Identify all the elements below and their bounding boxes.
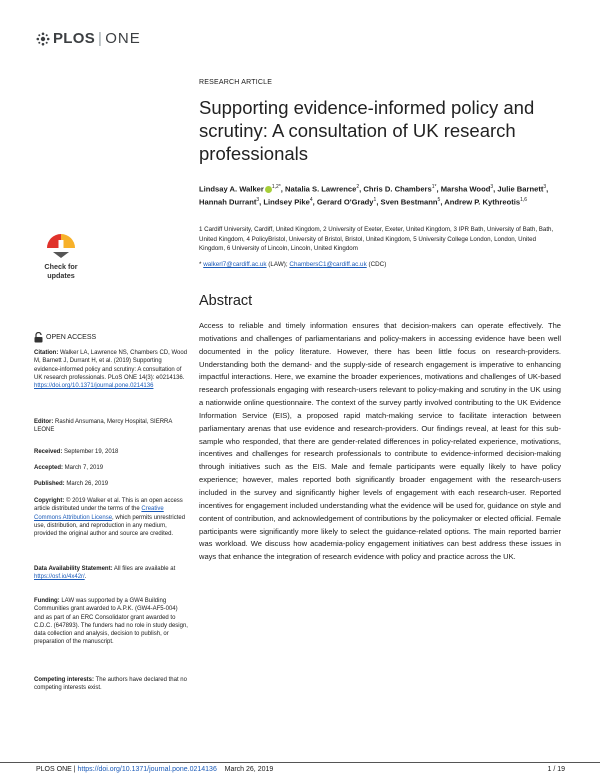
sidebar-competing-interests	[34, 676, 189, 693]
sidebar-data-availability	[34, 565, 189, 582]
copyright-label: Copyright:	[34, 498, 65, 504]
author: Marsha Wood	[440, 184, 491, 194]
sidebar-citation	[34, 349, 189, 390]
check-updates-line2: updates	[47, 271, 75, 280]
corresponding-mark: *	[434, 184, 437, 190]
author: Chris D. Chambers	[363, 184, 432, 194]
footer-doi-link[interactable]: https://doi.org/10.1371/journal.pone.0214136	[77, 766, 217, 773]
copyright-text-1: © 2019 Walker et al. This is an open access article distributed under the terms of the	[34, 498, 183, 513]
author-affil: 5	[437, 196, 441, 203]
footer-date: March 26, 2019	[224, 766, 274, 773]
citation-doi-link[interactable]: https://doi.org/10.1371/journal.pone.0214136	[34, 383, 154, 390]
citation-text: Walker LA, Lawrence NS, Chambers CD, Wood M, Barnett J, Durrant H, et al. (2019) Supporting evidence-informed policy and scrutiny: A consultation of UK research professionals. PLoS ONE 14(3): e0214136.	[34, 350, 188, 381]
footer-divider	[0, 762, 600, 763]
check-for-updates-icon[interactable]	[34, 231, 88, 289]
plos-logo-icon	[36, 32, 50, 46]
editor-text: Rashid Ansumana, Mercy Hospital, SIERRA LEONE	[34, 419, 173, 434]
author-affil: 1	[431, 184, 435, 190]
published-label: Published:	[34, 481, 65, 487]
check-updates-line1: Check for	[44, 262, 78, 271]
data-availability-label: Data Availability Statement:	[34, 566, 113, 572]
author-affil: 3	[490, 184, 494, 190]
sidebar-published	[34, 480, 189, 488]
author-affil: 2	[356, 184, 360, 190]
open-access-label: OPEN ACCESS	[46, 334, 97, 341]
received-label: Received:	[34, 449, 63, 455]
footer	[36, 766, 273, 773]
citation-label: Citation:	[34, 350, 59, 356]
author-affil: 3	[256, 196, 260, 203]
competing-interests-text: The authors have declared that no competing interests exist.	[34, 677, 187, 692]
open-lock-icon	[34, 332, 43, 343]
email-link-law[interactable]: walkerl7@cardiff.ac.uk	[203, 261, 267, 268]
correspondence-who-2: (CDC)	[366, 261, 387, 268]
author: Lindsey Pike	[263, 197, 310, 207]
orcid-icon[interactable]	[265, 186, 272, 193]
published-text: March 26, 2019	[64, 481, 109, 487]
author-list: Lindsay A. Walker $^{1,2*}$, Natalia S. Lawrence$^2$, Chris D. Chambers$^{1*}$, Marsha Wood$^3$, Julie Barnett$^3$, Hannah Durrant$^3$, Lindsey Pike$^4$, Gerard O'Grady$^1$, Sven Bestmann$^5$, Andrew P. Kythreotis$^{1,6}$	[199, 184, 549, 207]
sidebar-funding	[34, 597, 189, 647]
article-type: RESEARCH ARTICLE	[199, 79, 273, 86]
author: Natalia S. Lawrence	[285, 184, 357, 194]
page-number: 1 / 19	[547, 766, 565, 773]
sidebar-accepted	[34, 464, 189, 472]
author: Gerard O'Grady	[316, 197, 374, 207]
author-affil: 3	[543, 184, 547, 190]
received-text: September 19, 2018	[62, 449, 119, 455]
author-affil: 1,2	[271, 184, 279, 190]
copyright-text-2: , which permits unrestricted use, distribution, and reproduction in any medium, provided the original author and source are credited.	[34, 514, 186, 538]
article-title: Supporting evidence-informed policy and scrutiny: A consultation of UK research professionals	[199, 97, 535, 164]
author: Sven Bestmann	[380, 197, 438, 207]
editor-label: Editor:	[34, 419, 54, 425]
funding-label: Funding:	[34, 598, 60, 604]
license-link[interactable]: Creative Commons Attribution License	[34, 506, 164, 521]
logo-one: ONE	[105, 30, 141, 47]
correspondence-star: *	[199, 261, 202, 268]
author: Hannah Durrant	[199, 197, 257, 207]
abstract-body: Access to reliable and timely information ensures that decision-makers can operate effectively. The motivations and challenges of parliamentarians and policy-makers in accessing evidence have been well documented in the policy literature. However, there has been little focus on research-providers. Understanding both the demand- and the supply-side of research engagement is imperative to enhancing impactful interactions. Here, we examine the broader experiences, motivations and challenges of UK-based research professionals engaging with research-users relevant to policy-making and scrutiny in the UK using a nationwide online questionnaire. The context of the survey partly involved contributing to the UK Evidence Information Service (EIS), a proposed rapid match-making service to facilitate interaction between parliamentary arenas that use evidence and research-providers. Our findings reveal, at least for this sub-sample who responded, that there are gender-related differences in policy-related experience, motivations, incentives and challenges for research professionals to contribute to evidence-informed decision-making through initiatives such as the EIS. Male and female participants were equally likely to have policy experience; however, males reported both significantly broader engagement with the research-users included in the survey and significantly higher levels of engagement with each research-user. Reported incentives for engagement included understanding what the evidence will be used for, guidance on style and content of contribution, and acknowledgement of contributions by the policymaker or elected official. Female participants were significantly more likely to select the guidance-related options. The main reported barrier was workload. We discuss how academia-policy engagement initiatives can best address these issues in ways that enhance the integration of research evidence with policy and practice across the UK.	[199, 321, 561, 562]
accepted-label: Accepted:	[34, 465, 64, 471]
data-availability-text: All files are available at	[112, 566, 176, 572]
sidebar-editor	[34, 418, 189, 435]
author: Lindsay A. Walker	[199, 184, 264, 194]
logo-plos: PLOS	[53, 30, 96, 47]
abstract-heading: Abstract	[199, 293, 253, 309]
funding-text: LAW was supported by a GW4 Building Communities grant awarded to A.P.K. (GW4-AF5-004) and as part of an ERC Consolidator grant awarded to C.D.C. (647893). The funders had no role in study design, data collection and analysis, decision to publish, or preparation of the manuscript.	[34, 598, 188, 646]
journal-logo	[36, 30, 141, 47]
footer-journal: PLOS ONE |	[36, 766, 78, 773]
check-for-updates-label[interactable]	[34, 262, 88, 280]
data-availability-end: .	[84, 574, 87, 581]
correspondence	[199, 261, 559, 268]
author: Andrew P. Kythreotis	[444, 197, 521, 207]
author-affil: 1	[373, 196, 377, 203]
accepted-text: March 7, 2019	[63, 465, 104, 471]
data-link[interactable]: https://osf.io/4x42r/	[34, 574, 85, 581]
email-link-cdc[interactable]: ChambersC1@cardiff.ac.uk	[289, 261, 367, 268]
correspondence-who-1: (LAW);	[266, 261, 290, 268]
author-affil: 4	[309, 196, 313, 203]
open-access	[34, 332, 96, 343]
logo-separator: |	[98, 30, 103, 47]
sidebar-copyright	[34, 497, 189, 538]
competing-interests-label: Competing interests:	[34, 677, 95, 683]
author: Julie Barnett	[497, 184, 544, 194]
affiliations: 1 Cardiff University, Cardiff, United Kingdom, 2 University of Exeter, Exeter, United Kingdom, 3 IPR Bath, University of Bath, Bath, United Kingdom, 4 PolicyBristol, University of Bristol, Bristol, United Kingdom, 5 University College London, London, United Kingdom, 6 University of Lincoln, Lincoln, United Kingdom	[199, 226, 554, 252]
sidebar-received	[34, 448, 189, 456]
author-affil: 1,6	[520, 196, 528, 203]
corresponding-mark: *	[278, 184, 281, 190]
